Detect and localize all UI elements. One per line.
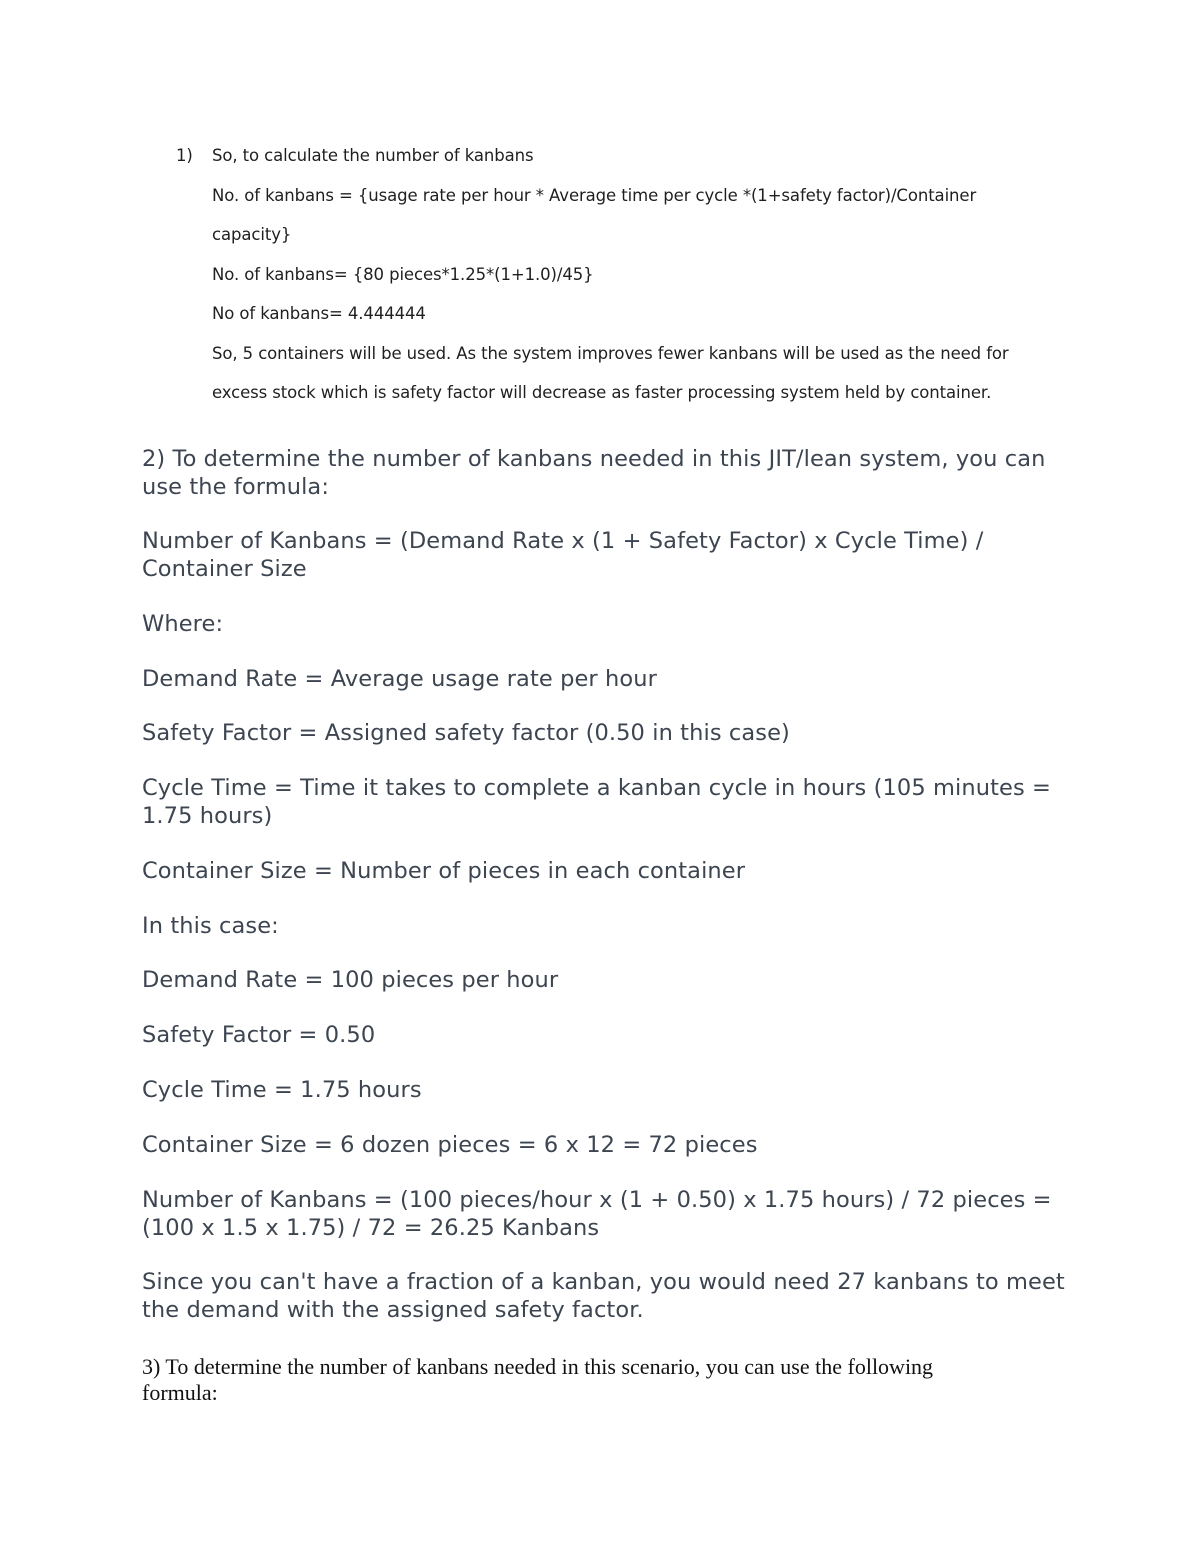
value-demand-rate: Demand Rate = 100 pieces per hour [142,967,559,993]
section-1-line-2: No. of kanbans = {usage rate per hour * Average time per cycle *(1+safety factor)/Container [212,186,977,205]
list-number: 1) [176,146,193,165]
section-1-line-7: excess stock which is safety factor will decrease as faster processing system held by container. [212,383,992,402]
section-2-intro: 2) To determine the number of kanbans needed in this JIT/lean system, you can use the formula: [142,446,1046,500]
section-1-line-4: No. of kanbans= {80 pieces*1.25*(1+1.0)/45} [212,265,594,284]
in-this-case-heading: In this case: [142,913,279,939]
value-container-size: Container Size = 6 dozen pieces = 6 x 12 = 72 pieces [142,1132,758,1158]
formula: Number of Kanbans = (Demand Rate x (1 + Safety Factor) x Cycle Time) / Container Size [142,528,984,582]
section-3-intro: 3) To determine the number of kanbans needed in this scenario, you can use the following formula: [142,1354,934,1405]
section-1-line-1: So, to calculate the number of kanbans [212,146,534,165]
section-1-line-3: capacity} [212,225,292,244]
value-cycle-time: Cycle Time = 1.75 hours [142,1077,422,1103]
conclusion: Since you can't have a fraction of a kanban, you would need 27 kanbans to meet the demand with the assigned safety factor. [142,1269,1065,1323]
section-1-line-6: So, 5 containers will be used. As the system improves fewer kanbans will be used as the need for [212,344,1009,363]
definition-cycle-time: Cycle Time = Time it takes to complete a kanban cycle in hours (105 minutes = 1.75 hours) [142,775,1051,829]
definition-demand-rate: Demand Rate = Average usage rate per hour [142,666,657,692]
definition-container-size: Container Size = Number of pieces in each container [142,858,746,884]
value-safety-factor: Safety Factor = 0.50 [142,1022,376,1048]
section-1-line-5: No of kanbans= 4.444444 [212,304,426,323]
definition-safety-factor: Safety Factor = Assigned safety factor (0.50 in this case) [142,720,790,746]
calculation: Number of Kanbans = (100 pieces/hour x (1 + 0.50) x 1.75 hours) / 72 pieces = (100 x 1.5 x 1.75) / 72 = 26.25 Kanbans [142,1187,1052,1241]
where-heading: Where: [142,611,224,637]
